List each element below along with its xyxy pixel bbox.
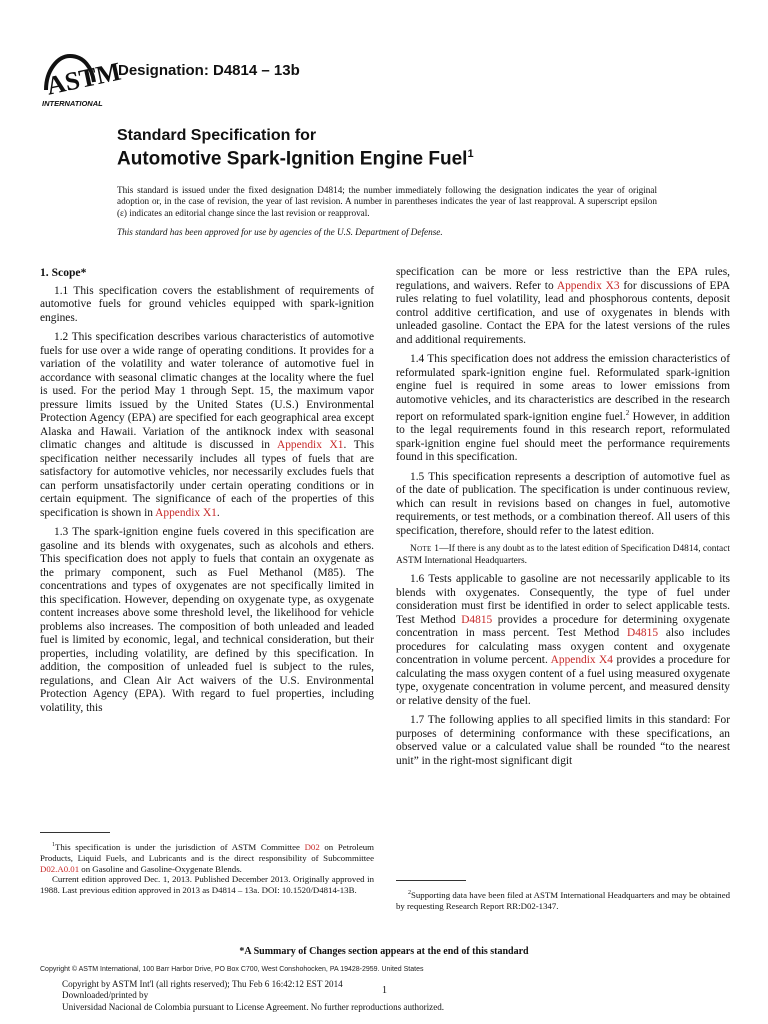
title-line-2 — [117, 148, 474, 170]
footnote-2-mark[interactable]: 2 — [625, 409, 630, 417]
download-line-1: Copyright by ASTM Int'l (all rights reserved); Thu Feb 6 16:42:12 EST 2014 — [62, 979, 343, 989]
appendix-x3-link[interactable]: Appendix X3 — [556, 279, 620, 292]
title-main: Automotive Spark-Ignition Engine Fuel — [117, 148, 468, 170]
footnote-1-mark: 1 — [52, 842, 55, 848]
text-run: However, in addition to the legal requirements found in this research report, reformulated spark-ignition engine fuel should meet the performance requirements found in this specification. — [396, 410, 730, 464]
copyright-line: Copyright © ASTM International, 100 Barr Harbor Drive, PO Box C700, West Conshohocken, PA 19428-2959. United States — [40, 966, 424, 973]
right-column — [396, 266, 730, 774]
text-run: on Gasoline and Gasoline-Oxygenate Blends. — [79, 863, 242, 874]
note-label: Note 1 — [410, 544, 440, 555]
section-heading-scope: 1. Scope* — [40, 266, 87, 279]
text-run: 1.6 Tests applicable to gasoline are not necessarily applicable to its blends with oxygenates. Consequently, the type of fuel under consideration must first be identified in order to select applicable tests. Test Method — [396, 573, 730, 626]
note-1 — [396, 544, 730, 567]
designation-label: Designation: D4814 — [118, 62, 258, 79]
text-run: for discussions of EPA rules relating to fuel volatility, lead and phosphorous contents, deposit control additive certification, and use of oxygenates in blends with unleaded gasoline. Contact the EPA for the latest versions of the rules and additional requirements. — [396, 279, 731, 346]
text-run: provides a procedure for determining oxygenate concentration in mass percent. Test Method — [396, 613, 730, 640]
astm-logo-icon — [40, 50, 124, 110]
summary-of-changes-notice: *A Summary of Changes section appears at the end of this standard — [239, 946, 529, 957]
d02-a0-01-link[interactable]: D02.A0.01 — [40, 863, 80, 874]
footnote-2-paragraph — [396, 888, 730, 912]
dod-approval-note: This standard has been approved for use by agencies of the U.S. Department of Defense. — [117, 227, 443, 238]
footnote-rule-right — [396, 880, 466, 881]
astm-logo — [40, 50, 124, 110]
paragraph-1-1: 1.1 This specification covers the establishment of requirements of automotive fuels for ground vehicles equipped with spark-ignition engines. — [40, 284, 374, 324]
note-text: —If there is any doubt as to the latest edition of Specification D4814, contact ASTM International Headquarters. — [396, 544, 730, 566]
paragraph-1-7: 1.7 The following applies to all specified limits in this standard: For purposes of determining conformance with these specifications, an observed value or a calculated value shall be rounded “to the nearest unit” in the right-most significant digit — [396, 714, 730, 767]
designation-revision: – 13b — [257, 62, 300, 79]
footnote-1 — [40, 840, 374, 896]
paragraph-1-6 — [396, 573, 730, 708]
text-run: Supporting data have been filed at ASTM International Headquarters and may be obtained by requesting Research Report RR:D02-1347. — [396, 889, 730, 911]
footnote-2-label: 2 — [408, 890, 411, 896]
intro-block — [117, 185, 657, 247]
paragraph-1-2 — [40, 331, 374, 520]
download-line-2: Downloaded/printed by — [62, 990, 149, 1001]
footnote-1-edition: Current edition approved Dec. 1, 2013. Published December 2013. Originally approved in 1988. Last previous edition approved in 2013 as D4814 – 13a. DOI: 10.1520/D4814-13B. — [40, 874, 374, 896]
appendix-x4-link[interactable]: Appendix X4 — [550, 654, 613, 667]
text-run: provides a procedure for calculating the mass oxygen content of a fuel using measured oxygenate type, oxygenate concentration in volume percent, and measured density or relative density of the fuel. — [396, 654, 730, 707]
title-footnote-mark[interactable]: 1 — [467, 148, 474, 160]
text-run: 1.2 This specification describes various characteristics of automotive fuels for use over a wide range of operating conditions. It provides for a variation of the volatility and water tolerance of automotive fuel in accordance with seasonal climatic changes at the locality where the fuel is used. For the period May 1 through Sept. 15, the maximum vapor pressure limits issued by the United States (U.S.) Environmental Protection Agency (EPA) are specified for each geographical area except Alaska and Hawaii. Variation of the antiknock index with seasonal climatic changes and altitude is discussed in — [40, 331, 374, 451]
text-run: . This specification neither necessarily includes all types of fuels that are satisfactory for automotive vehicles, nor necessarily excludes fuels that can perform unsatisfactorily under certain operating conditions or in certain equipment. The significance of each of the properties of this specification is shown in — [40, 439, 375, 519]
footnote-rule-left — [40, 832, 110, 833]
paragraph-1-5: 1.5 This specification represents a description of automotive fuel as of the date of publication. The specification is under continuous review, which can result in revisions based on changes in fuel, automotive requirements, or test methods, or a combination thereof. All users of this specification, therefore, should refer to the latest edition. — [396, 470, 730, 537]
text-run: This specification is under the jurisdiction of ASTM Committee — [55, 841, 305, 852]
d4815-link-2[interactable]: D4815 — [627, 627, 659, 640]
d02-link[interactable]: D02 — [304, 841, 320, 852]
page-number: 1 — [382, 985, 387, 996]
text-run: specification can be more or less restrictive than the EPA rules, regulations, and waivers. Refer to — [396, 266, 730, 292]
download-line-3: Universidad Nacional de Colombia pursuant to License Agreement. No further reproductions authorized. — [62, 1001, 445, 1012]
d4815-link[interactable]: D4815 — [461, 613, 493, 626]
designation — [118, 62, 300, 79]
text-run: . — [216, 506, 220, 519]
left-column — [40, 266, 374, 721]
intro-paragraph: This standard is issued under the fixed designation D4814; the number immediately following the designation indicates the year of original adoption or, in the case of revision, the year of last revision. A number in parentheses indicates the year of last reapproval. A superscript epsilon (ε) indicates an editorial change since the last revision or reapproval. — [117, 185, 657, 218]
title-block — [117, 127, 474, 170]
appendix-x1-link-2[interactable]: Appendix X1 — [155, 506, 217, 519]
paragraph-1-3-continued — [396, 266, 730, 347]
footnote-2 — [396, 888, 730, 912]
title-line-1: Standard Specification for — [117, 127, 317, 144]
text-run: also includes procedures for calculating mass oxygen content and oxygenate concentration in volume percent. — [396, 627, 730, 667]
paragraph-1-4 — [396, 353, 730, 465]
text-run: on Petroleum Products, Liquid Fuels, and Lubricants and is the direct responsibility of Subcommittee — [40, 841, 374, 863]
text-run: 1.4 This specification does not address the emission characteristics of reformulated spark-ignition engine fuel. Reformulated spark-ignition engine fuel is required in some areas to lower emissions from automotive vehicles, and its characteristics are described in the research report on reformulated spark-ignition engine fuel. — [396, 353, 730, 423]
svg-text:ASTM: ASTM — [43, 56, 124, 101]
paragraph-1-3: 1.3 The spark-ignition engine fuels covered in this specification are gasoline and its blends with oxygenates, such as alcohols and ethers. This specification does not apply to fuels that contain an oxygenate as the primary component, such as Fuel Methanol (M85). The concentrations and types of oxygenates are not specifically limited in this specification. However, depending on oxygenate type, as oxygenate content increases above some threshold level, the likelihood for vehicle problems also increases. The composition of both unleaded and leaded fuel is limited by economic, legal, and technical consideration, but their properties, including volatility, are defined by this specification. In addition, the composition of unleaded fuel is subject to the rules, regulations, and Clean Air Act waivers of the U.S. Environmental Protection Agency (EPA). With regard to fuel properties, including volatility, this — [40, 526, 374, 714]
footnote-1-paragraph — [40, 840, 374, 874]
svg-text:INTERNATIONAL: INTERNATIONAL — [42, 99, 103, 108]
appendix-x1-link[interactable]: Appendix X1 — [276, 439, 344, 451]
